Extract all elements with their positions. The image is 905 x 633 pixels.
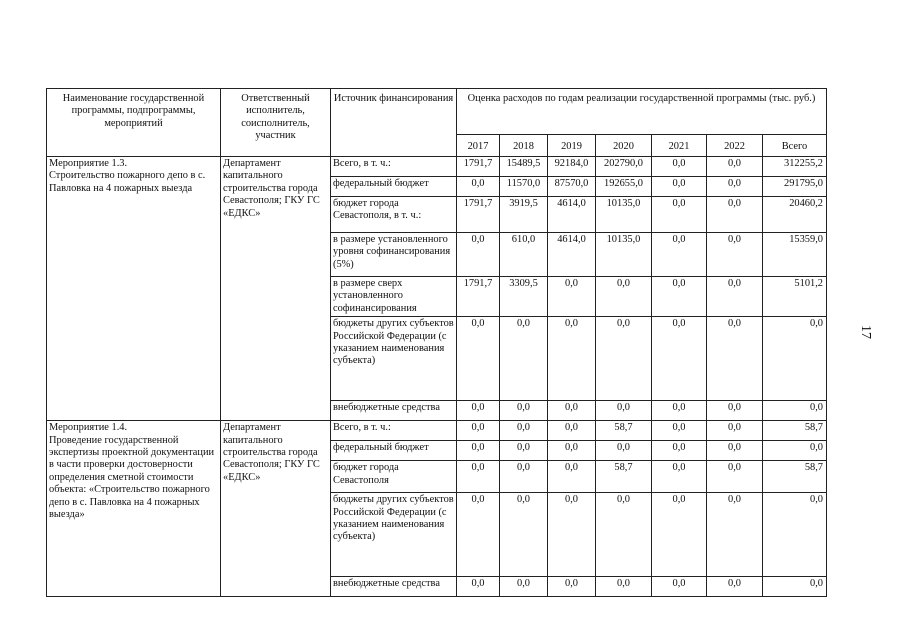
funding-source: Всего, в т. ч.: xyxy=(331,421,457,441)
year-value: 0,0 xyxy=(500,577,548,597)
year-value: 0,0 xyxy=(500,317,548,401)
total-value: 5101,2 xyxy=(763,277,827,317)
year-value: 0,0 xyxy=(707,277,763,317)
funding-source: внебюджетные средства xyxy=(331,577,457,597)
year-value: 0,0 xyxy=(457,493,500,577)
year-value: 0,0 xyxy=(500,401,548,421)
year-value: 3919,5 xyxy=(500,197,548,233)
total-value: 0,0 xyxy=(763,493,827,577)
year-value: 0,0 xyxy=(457,461,500,493)
funding-source: Всего, в т. ч.: xyxy=(331,157,457,177)
year-value: 0,0 xyxy=(652,233,707,277)
year-value: 0,0 xyxy=(500,493,548,577)
header-estimate: Оценка расходов по годам реализации государственной программы (тыс. руб.) xyxy=(457,89,827,135)
funding-source: федеральный бюджет xyxy=(331,441,457,461)
year-value: 0,0 xyxy=(652,157,707,177)
year-value: 0,0 xyxy=(457,401,500,421)
year-header: 2019 xyxy=(548,135,596,157)
year-value: 0,0 xyxy=(707,421,763,441)
year-value: 1791,7 xyxy=(457,197,500,233)
year-value: 0,0 xyxy=(707,317,763,401)
year-value: 202790,0 xyxy=(596,157,652,177)
year-value: 0,0 xyxy=(457,577,500,597)
year-value: 0,0 xyxy=(707,197,763,233)
year-value: 610,0 xyxy=(500,233,548,277)
year-value: 0,0 xyxy=(457,317,500,401)
year-value: 0,0 xyxy=(652,421,707,441)
year-header: 2018 xyxy=(500,135,548,157)
year-value: 0,0 xyxy=(652,493,707,577)
header-source: Источник финансирования xyxy=(331,89,457,157)
year-value: 0,0 xyxy=(457,233,500,277)
year-value: 4614,0 xyxy=(548,233,596,277)
year-value: 10135,0 xyxy=(596,233,652,277)
funding-source: в размере сверх установленного софинансирования xyxy=(331,277,457,317)
funding-source: внебюджетные средства xyxy=(331,401,457,421)
page-number: 17 xyxy=(858,325,873,339)
total-value: 0,0 xyxy=(763,441,827,461)
year-value: 3309,5 xyxy=(500,277,548,317)
year-value: 0,0 xyxy=(596,317,652,401)
total-value: 0,0 xyxy=(763,577,827,597)
year-value: 0,0 xyxy=(707,157,763,177)
year-value: 0,0 xyxy=(707,233,763,277)
year-value: 0,0 xyxy=(596,493,652,577)
year-value: 0,0 xyxy=(707,401,763,421)
year-value: 0,0 xyxy=(457,177,500,197)
year-value: 0,0 xyxy=(707,177,763,197)
year-value: 0,0 xyxy=(500,441,548,461)
funding-source: бюджеты других субъектов Российской Федерации (с указанием наименования субъекта) xyxy=(331,317,457,401)
year-value: 10135,0 xyxy=(596,197,652,233)
year-value: 0,0 xyxy=(707,577,763,597)
header-executor: Ответственный исполнитель, соисполнитель, участник xyxy=(221,89,331,157)
year-value: 0,0 xyxy=(548,421,596,441)
measure-executor: Департамент капитального строительства города Севастополя; ГКУ ГС «ЕДКС» xyxy=(221,421,331,597)
total-value: 312255,2 xyxy=(763,157,827,177)
year-header: 2022 xyxy=(707,135,763,157)
funding-source: бюджет города Севастополя xyxy=(331,461,457,493)
year-value: 0,0 xyxy=(707,461,763,493)
year-value: 0,0 xyxy=(548,461,596,493)
measure-name: Мероприятие 1.4. Проведение государственной экспертизы проектной документации в части проверки достоверности определения сметной стоимости объекта: «Строительство пожарного депо в с. Павловка на 4 пожарных выезда» xyxy=(47,421,221,597)
total-value: 15359,0 xyxy=(763,233,827,277)
year-value: 0,0 xyxy=(652,317,707,401)
year-value: 0,0 xyxy=(500,421,548,441)
year-value: 0,0 xyxy=(457,441,500,461)
total-value: 20460,2 xyxy=(763,197,827,233)
year-value: 0,0 xyxy=(652,461,707,493)
year-value: 0,0 xyxy=(500,461,548,493)
year-header: 2017 xyxy=(457,135,500,157)
year-value: 4614,0 xyxy=(548,197,596,233)
header-name: Наименование государственной программы, подпрограммы, мероприятий xyxy=(47,89,221,157)
year-value: 0,0 xyxy=(457,421,500,441)
financing-table xyxy=(46,88,827,597)
total-value: 0,0 xyxy=(763,401,827,421)
funding-source: в размере установленного уровня софинансирования (5%) xyxy=(331,233,457,277)
year-value: 0,0 xyxy=(596,577,652,597)
measure-executor: Департамент капитального строительства города Севастополя; ГКУ ГС «ЕДКС» xyxy=(221,157,331,421)
year-value: 0,0 xyxy=(652,177,707,197)
year-value: 0,0 xyxy=(652,401,707,421)
measure-name: Мероприятие 1.3. Строительство пожарного депо в с. Павловка на 4 пожарных выезда xyxy=(47,157,221,421)
year-value: 92184,0 xyxy=(548,157,596,177)
year-value: 192655,0 xyxy=(596,177,652,197)
year-value: 0,0 xyxy=(652,577,707,597)
year-value: 0,0 xyxy=(707,493,763,577)
total-value: 58,7 xyxy=(763,421,827,441)
year-header: 2020 xyxy=(596,135,652,157)
year-value: 0,0 xyxy=(548,493,596,577)
year-value: 0,0 xyxy=(548,401,596,421)
year-value: 87570,0 xyxy=(548,177,596,197)
year-value: 0,0 xyxy=(596,277,652,317)
total-header: Всего xyxy=(763,135,827,157)
total-value: 58,7 xyxy=(763,461,827,493)
year-value: 0,0 xyxy=(652,441,707,461)
table-row xyxy=(47,421,827,441)
funding-source: бюджет города Севастополя, в т. ч.: xyxy=(331,197,457,233)
total-value: 0,0 xyxy=(763,317,827,401)
funding-source: бюджеты других субъектов Российской Федерации (с указанием наименования субъекта) xyxy=(331,493,457,577)
year-value: 58,7 xyxy=(596,421,652,441)
year-value: 0,0 xyxy=(548,277,596,317)
total-value: 291795,0 xyxy=(763,177,827,197)
table-row xyxy=(47,157,827,177)
year-header: 2021 xyxy=(652,135,707,157)
year-value: 15489,5 xyxy=(500,157,548,177)
year-value: 0,0 xyxy=(707,441,763,461)
year-value: 0,0 xyxy=(548,317,596,401)
year-value: 0,0 xyxy=(596,441,652,461)
year-value: 1791,7 xyxy=(457,157,500,177)
year-value: 0,0 xyxy=(548,441,596,461)
year-value: 58,7 xyxy=(596,461,652,493)
year-value: 0,0 xyxy=(652,277,707,317)
year-value: 0,0 xyxy=(548,577,596,597)
year-value: 0,0 xyxy=(652,197,707,233)
funding-source: федеральный бюджет xyxy=(331,177,457,197)
year-value: 11570,0 xyxy=(500,177,548,197)
year-value: 0,0 xyxy=(596,401,652,421)
year-value: 1791,7 xyxy=(457,277,500,317)
